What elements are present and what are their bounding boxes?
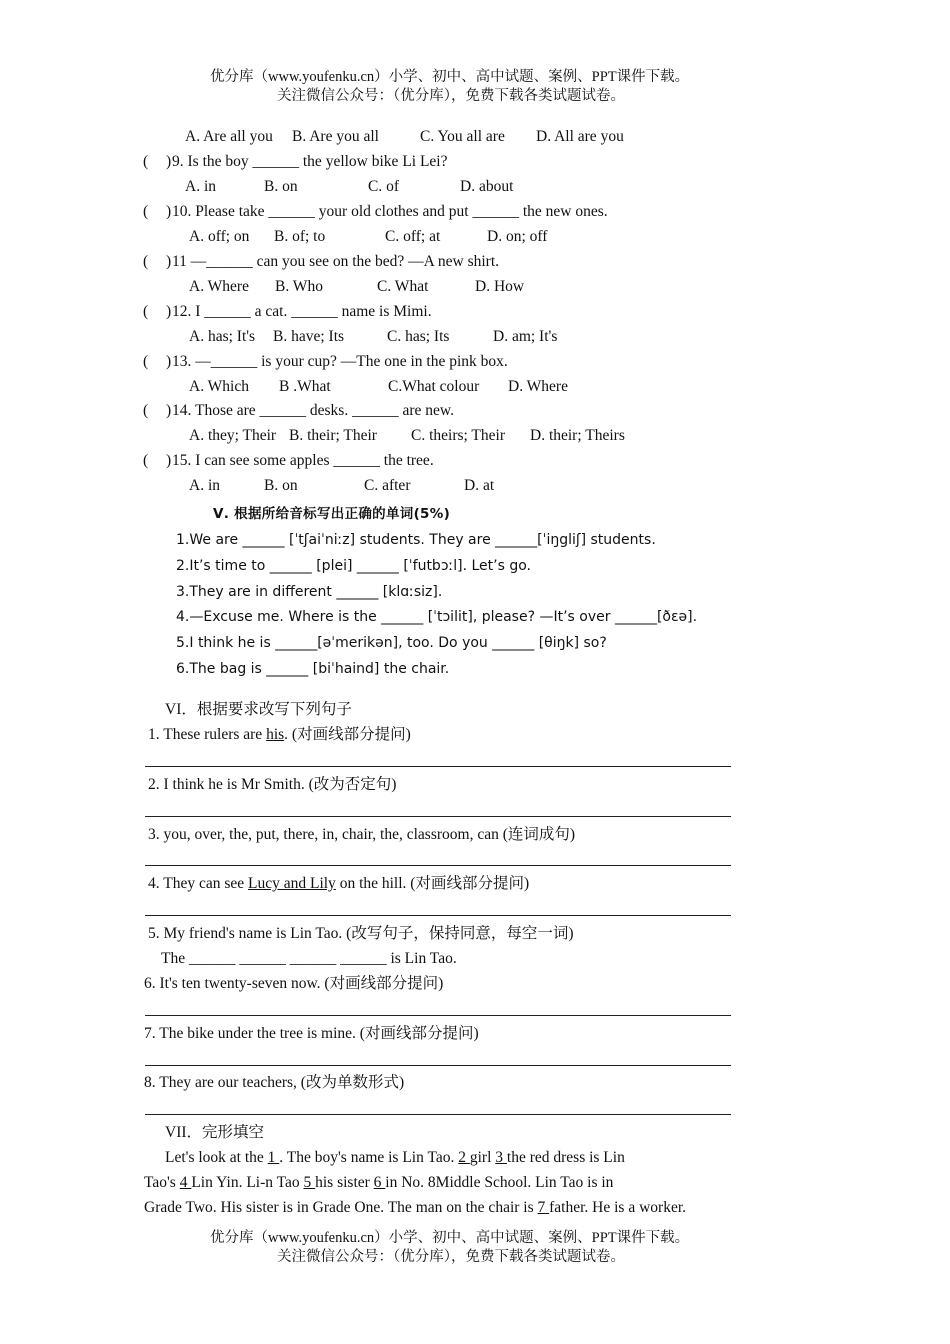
cloze-text: Let's look at the bbox=[165, 1149, 268, 1166]
option: A. in bbox=[185, 178, 216, 195]
rewrite-q2: 2. I think he is Mr Smith. (改为否定句) bbox=[148, 776, 397, 793]
option: A. Which bbox=[189, 378, 249, 395]
option: D. am; It's bbox=[493, 328, 558, 345]
option: A. has; It's bbox=[189, 328, 256, 345]
item-number: 5. bbox=[176, 635, 190, 651]
cloze-text: Grade Two. His sister is in Grade One. The man on the chair is bbox=[144, 1199, 538, 1216]
option: D. at bbox=[464, 477, 495, 494]
phonetic-item-3 bbox=[176, 583, 442, 601]
cloze-blank-5[interactable]: 5 bbox=[303, 1174, 316, 1191]
option: B. their; Their bbox=[289, 427, 377, 444]
phonetic-symbol: [θiŋk] bbox=[538, 635, 580, 651]
phonetic-item-5 bbox=[176, 634, 607, 652]
option: A. they; Their bbox=[189, 427, 277, 444]
section-vi-title: VI．根据要求改写下列句子 bbox=[165, 701, 352, 718]
answer-bracket-open: ( bbox=[143, 253, 149, 270]
answer-bracket-open: ( bbox=[143, 353, 149, 370]
answer-bracket-close: ) bbox=[166, 153, 172, 170]
answer-bracket-open: ( bbox=[143, 452, 149, 469]
item-text: They are in different ______ bbox=[189, 584, 383, 600]
section-vii-title: VII．完形填空 bbox=[165, 1124, 265, 1141]
option: C. of bbox=[368, 178, 399, 195]
phonetic-symbol: [ˈfutbɔːl] bbox=[403, 558, 463, 574]
rewrite-q5-blanks[interactable]: The ______ ______ ______ ______ is Lin Tao. bbox=[161, 950, 457, 967]
option: A. in bbox=[189, 477, 220, 494]
option: C. theirs; Their bbox=[411, 427, 505, 444]
answer-line[interactable] bbox=[145, 1065, 731, 1066]
answer-line[interactable] bbox=[145, 816, 731, 817]
phonetic-symbol: [ˈiŋgliʃ] bbox=[537, 532, 587, 548]
item-text: I think he is ______ bbox=[189, 635, 318, 651]
cloze-line-1 bbox=[165, 1149, 625, 1167]
option: D. their; Theirs bbox=[530, 427, 625, 444]
item-text: . bbox=[437, 584, 443, 600]
item-text: students. bbox=[586, 532, 656, 548]
phonetic-item-6 bbox=[176, 660, 449, 678]
cloze-text: father. He is a worker. bbox=[549, 1199, 687, 1216]
item-text: students. They are ______ bbox=[355, 532, 538, 548]
item-number: 2. bbox=[176, 558, 190, 574]
item-text: so? bbox=[579, 635, 607, 651]
answer-bracket-close: ) bbox=[166, 402, 172, 419]
item-text: . Let’s go. bbox=[462, 558, 531, 574]
option: B. have; Its bbox=[273, 328, 345, 345]
answer-line[interactable] bbox=[145, 766, 731, 767]
footer-line-1: 优分库（www.youfenku.cn）小学、初中、高中试题、案例、PPT课件下载。 bbox=[210, 1230, 690, 1246]
option: C. after bbox=[364, 477, 411, 494]
item-number: 4. bbox=[176, 609, 190, 625]
option: B. of; to bbox=[274, 228, 326, 245]
phonetic-symbol: [əˈmerikən] bbox=[317, 635, 399, 651]
item-text: We are ______ bbox=[189, 532, 289, 548]
phonetic-symbol: [ðɛə] bbox=[656, 609, 693, 625]
answer-bracket-close: ) bbox=[166, 452, 172, 469]
header-line-1: 优分库（www.youfenku.cn）小学、初中、高中试题、案例、PPT课件下载。 bbox=[210, 69, 690, 85]
cloze-text: the red dress is Lin bbox=[506, 1149, 625, 1166]
cloze-text: . The boy's name is Lin Tao. bbox=[279, 1149, 459, 1166]
q-text: . (对画线部分提问) bbox=[284, 726, 411, 743]
item-text: The bag is ______ bbox=[189, 661, 313, 677]
rewrite-q1 bbox=[148, 726, 411, 744]
cloze-line-2 bbox=[144, 1174, 613, 1192]
option: A. Are all you bbox=[185, 128, 273, 145]
phonetic-symbol: [plei] bbox=[316, 558, 353, 574]
underlined-word: his bbox=[266, 726, 285, 743]
section-v-title: Ⅴ. 根据所给音标写出正确的单词(5%) bbox=[213, 506, 451, 522]
underlined-phrase: Lucy and Lily bbox=[248, 875, 336, 892]
cloze-blank-1[interactable]: 1 bbox=[267, 1149, 280, 1166]
phonetic-symbol: [ˈtʃaiˈniːz] bbox=[289, 532, 356, 548]
answer-line[interactable] bbox=[145, 865, 731, 866]
cloze-text: in No. 8Middle School. Lin Tao is in bbox=[385, 1174, 614, 1191]
item-number: 1. bbox=[176, 532, 190, 548]
item-text: , too. Do you ______ bbox=[398, 635, 539, 651]
option: A. Where bbox=[189, 278, 249, 295]
cloze-text: his sister bbox=[315, 1174, 374, 1191]
item-text: —Excuse me. Where is the ______ bbox=[189, 609, 428, 625]
answer-bracket-open: ( bbox=[143, 203, 149, 220]
question-stem: 15. I can see some apples ______ the tree. bbox=[172, 452, 434, 469]
header-line-2: 关注微信公众号：（优分库），免费下载各类试题试卷。 bbox=[277, 88, 625, 104]
q-text: 1. These rulers are bbox=[148, 726, 267, 743]
q-text: on the hill. (对画线部分提问) bbox=[335, 875, 530, 892]
rewrite-q7: 7. The bike under the tree is mine. (对画线部分提问) bbox=[144, 1025, 479, 1042]
option: B. on bbox=[264, 477, 298, 494]
option: C. has; Its bbox=[387, 328, 450, 345]
option: C. off; at bbox=[385, 228, 441, 245]
footer-line-2: 关注微信公众号：（优分库），免费下载各类试题试卷。 bbox=[277, 1249, 625, 1265]
answer-bracket-close: ) bbox=[166, 203, 172, 220]
item-text: . bbox=[692, 609, 698, 625]
cloze-text: Lin Yin. Li-n Tao bbox=[191, 1174, 304, 1191]
rewrite-q8: 8. They are our teachers, (改为单数形式) bbox=[144, 1074, 405, 1091]
item-text: ______ bbox=[352, 558, 404, 574]
phonetic-item-2 bbox=[176, 557, 531, 575]
question-stem: 13. —______ is your cup? —The one in the pink box. bbox=[172, 353, 508, 370]
option: D. How bbox=[475, 278, 525, 295]
option: D. on; off bbox=[487, 228, 548, 245]
option: D. Where bbox=[508, 378, 568, 395]
cloze-line-3 bbox=[144, 1199, 686, 1217]
answer-bracket-open: ( bbox=[143, 402, 149, 419]
item-text: the chair. bbox=[379, 661, 450, 677]
option: B. on bbox=[264, 178, 298, 195]
item-text: , please? —It’s over ______ bbox=[472, 609, 657, 625]
cloze-blank-2[interactable]: 2 bbox=[458, 1149, 470, 1166]
cloze-blank-4[interactable]: 4 bbox=[179, 1174, 192, 1191]
rewrite-q3: 3. you, over, the, put, there, in, chair, the, classroom, can (连词成句) bbox=[148, 826, 576, 843]
option: B. Are you all bbox=[292, 128, 379, 145]
option: D. All are you bbox=[536, 128, 624, 145]
answer-bracket-close: ) bbox=[166, 303, 172, 320]
phonetic-item-1 bbox=[176, 531, 656, 549]
option: C.What colour bbox=[388, 378, 480, 395]
cloze-blank-3[interactable]: 3 bbox=[495, 1149, 507, 1166]
phonetic-symbol: [biˈhaind] bbox=[312, 661, 380, 677]
question-stem: 11 —______ can you see on the bed? —A new shirt. bbox=[172, 253, 500, 270]
option: B .What bbox=[279, 378, 331, 395]
answer-bracket-open: ( bbox=[143, 303, 149, 320]
option: C. What bbox=[377, 278, 429, 295]
phonetic-symbol: [ˈtɔilit] bbox=[427, 609, 473, 625]
answer-bracket-close: ) bbox=[166, 353, 172, 370]
answer-bracket-open: ( bbox=[143, 153, 149, 170]
item-text: It’s time to ______ bbox=[189, 558, 317, 574]
cloze-text: Tao's bbox=[144, 1174, 180, 1191]
cloze-blank-7[interactable]: 7 bbox=[537, 1199, 550, 1216]
question-stem: 10. Please take ______ your old clothes and put ______ the new ones. bbox=[172, 203, 608, 220]
option: B. Who bbox=[275, 278, 323, 295]
answer-bracket-close: ) bbox=[166, 253, 172, 270]
answer-line[interactable] bbox=[145, 1114, 731, 1115]
option: D. about bbox=[460, 178, 514, 195]
answer-line[interactable] bbox=[145, 915, 731, 916]
rewrite-q5: 5. My friend's name is Lin Tao. (改写句子，保持同意，每空一词) bbox=[148, 925, 574, 942]
question-stem: 12. I ______ a cat. ______ name is Mimi. bbox=[172, 303, 432, 320]
option: A. off; on bbox=[189, 228, 250, 245]
question-stem: 9. Is the boy ______ the yellow bike Li Lei? bbox=[172, 153, 448, 170]
cloze-blank-6[interactable]: 6 bbox=[373, 1174, 386, 1191]
item-number: 6. bbox=[176, 661, 190, 677]
option: C. You all are bbox=[420, 128, 505, 145]
phonetic-symbol: [klɑːsiz] bbox=[382, 584, 438, 600]
question-stem: 14. Those are ______ desks. ______ are new. bbox=[172, 402, 454, 419]
cloze-text: girl bbox=[469, 1149, 496, 1166]
rewrite-q6: 6. It's ten twenty-seven now. (对画线部分提问) bbox=[144, 975, 444, 992]
answer-line[interactable] bbox=[145, 1015, 731, 1016]
item-number: 3. bbox=[176, 584, 190, 600]
rewrite-q4 bbox=[148, 875, 529, 893]
phonetic-item-4 bbox=[176, 608, 697, 626]
q-text: 4. They can see bbox=[148, 875, 248, 892]
